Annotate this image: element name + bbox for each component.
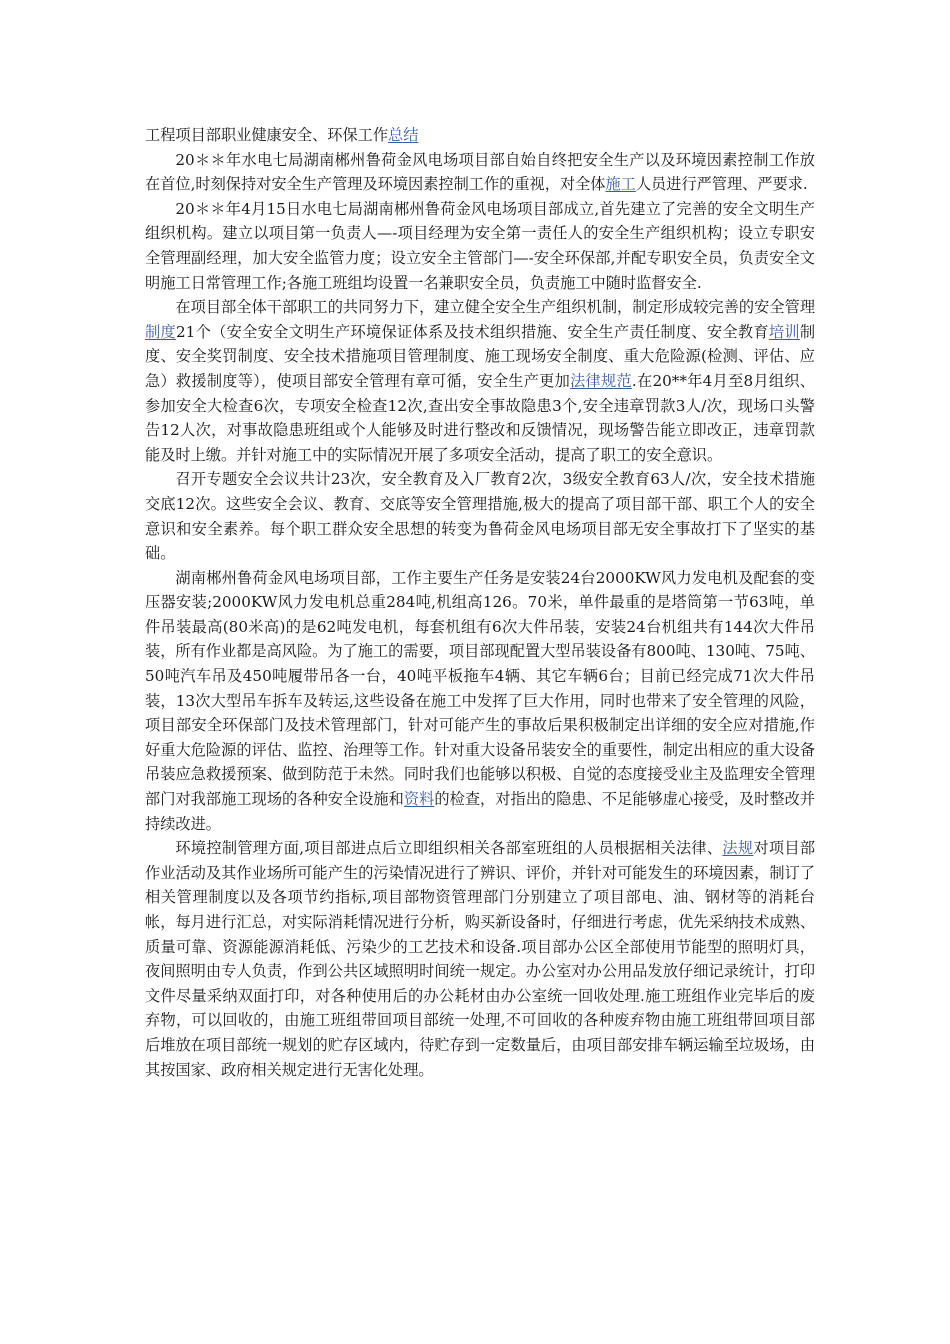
link-materials[interactable]: 资料 [403, 790, 435, 809]
paragraph-1 [145, 148, 815, 197]
link-regulations[interactable]: 法规 [722, 839, 754, 858]
title-text: 工程项目部职业健康安全、环保工作 [145, 126, 388, 144]
link-training[interactable]: 培训 [768, 322, 800, 341]
paragraph-text: 的检查，对指出的隐患、不足能够虚心接受，及时整改并持续改进。 [145, 790, 816, 833]
paragraph-text: .在20**年4月至8月组织、参加安全大检查6次，专项安全检查12次,查出安全事故隐患3个,安全违章罚款3人/次，现场口头警告12人次，对事故隐患班组或个人能够及时进行整改和反馈情况，现场警告能立即改正，违章罚款能及时上缴。并针对施工中的实际情况开展了多项安全活动，提高了职工的安全意识。 [145, 371, 815, 464]
link-construction[interactable]: 施工 [605, 175, 636, 194]
paragraph-text: 环境控制管理方面,项目部进点后立即组织相关各部室班组的人员根据相关法律、 [175, 839, 723, 858]
paragraph-text: 对项目部作业活动及其作业场所可能产生的污染情况进行了辨识、评价，并针对可能发生的环境因素，制订了相关管理制度以及各项节约指标,项目部物资管理部门分别建立了项目部电、油、钢材等的消耗台帐，每月进行汇总，对实际消耗情况进行分析，购买新设备时，仔细进行考虑，优先采纳技术成熟、质量可靠、资源能源消耗低、污染少的工艺技术和设备.项目部办公区全部使用节能型的照明灯具，夜间照明由专人负责，作到公共区域照明时间统一规定。办公室对办公用品发放仔细记录统计，打印文件尽量采纳双面打印，对各种使用后的办公耗材由办公室统一回收处理.施工班组作业完毕后的废弃物，可以回收的，由施工班组带回项目部统一处理,不可回收的各种废弃物由施工班组带回项目部后堆放在项目部统一规划的贮存区域内，待贮存到一定数量后，由项目部安排车辆运输至垃圾场，由其按国家、政府相关规定进行无害化处理。 [145, 839, 816, 1079]
paragraph-5 [145, 566, 815, 837]
paragraph-3 [145, 295, 815, 467]
paragraph-text: 20＊＊年水电七局湖南郴州鲁荷金风电场项目部自始自终把安全生产以及环境因素控制工作放在首位,时刻保持对安全生产管理及环境因素控制工作的重视，对全体 [145, 150, 815, 194]
paragraph-text: 在项目部全体干部职工的共同努力下，建立健全安全生产组织机制，制定形成较完善的安全管理 [175, 298, 815, 317]
document-title [145, 123, 815, 148]
paragraph-text: 湖南郴州鲁荷金风电场项目部，工作主要生产任务是安装24台2000KW风力发电机及配套的变压器安装;2000KW风力发电机总重284吨,机组高126。70米，单件最重的是塔筒第一节63吨，单件吊装最高(80米高)的是62吨发电机，每套机组有6次大件吊装，安装24台机组共有144次大件吊装，所有作业都是高风险。为了施工的需要，项目部现配置大型吊装设备有800吨、130吨、75吨、50吨汽车吊及450吨履带吊各一台，40吨平板拖车4辆、其它车辆6台；目前已经完成71次大件吊装，13次大型吊车拆车及转运,这些设备在施工中发挥了巨大作用，同时也带来了安全管理的风险，项目部安全环保部门及技术管理部门，针对可能产生的事故后果积极制定出详细的安全应对措施,作好重大危险源的评估、监控、治理等工作。针对重大设备吊装安全的重要性，制定出相应的重大设备吊装应急救援预案、做到防范于未然。同时我们也能够以积极、自觉的态度接受业主及监理安全管理部门对我部施工现场的各种安全设施和 [145, 568, 815, 809]
link-system[interactable]: 制度 [145, 322, 176, 341]
paragraph-text: 人员进行严管理、严要求. [635, 175, 808, 194]
paragraph-6 [145, 836, 815, 1082]
paragraph-2 [145, 197, 815, 295]
document-body [145, 123, 815, 1082]
link-legal-norms[interactable]: 法律规范 [570, 371, 632, 390]
paragraph-text: 制度、安全奖罚制度、安全技术措施项目管理制度、施工现场安全制度、重大危险源(检测、评估、应急）救援制度等），使项目部安全管理有章可循，安全生产更加 [145, 322, 815, 390]
paragraph-text: 21个（安全安全文明生产环境保证体系及技术组织措施、安全生产责任制度、安全教育 [175, 322, 769, 341]
paragraph-text: 召开专题安全会议共计23次，安全教育及入厂教育2次，3级安全教育63人/次，安全技术措施交底12次。这些安全会议、教育、交底等安全管理措施,极大的提高了项目部干部、职工个人的安全意识和安全素养。每个职工群众安全思想的转变为鲁荷金风电场项目部无安全事故打下了坚实的基础。 [145, 470, 815, 563]
paragraph-text: 20＊＊年4月15日水电七局湖南郴州鲁荷金风电场项目部成立,首先建立了完善的安全文明生产组织机构。建立以项目第一负责人—-项目经理为安全第一责任人的安全生产组织机构；设立专职安全管理副经理，加大安全监管力度；设立安全主管部门—-安全环保部,并配专职安全员，负责安全文明施工日常管理工作;各施工班组均设置一名兼职安全员，负责施工中随时监督安全. [145, 199, 815, 292]
paragraph-4 [145, 467, 815, 565]
title-link-summary[interactable]: 总结 [388, 126, 419, 144]
